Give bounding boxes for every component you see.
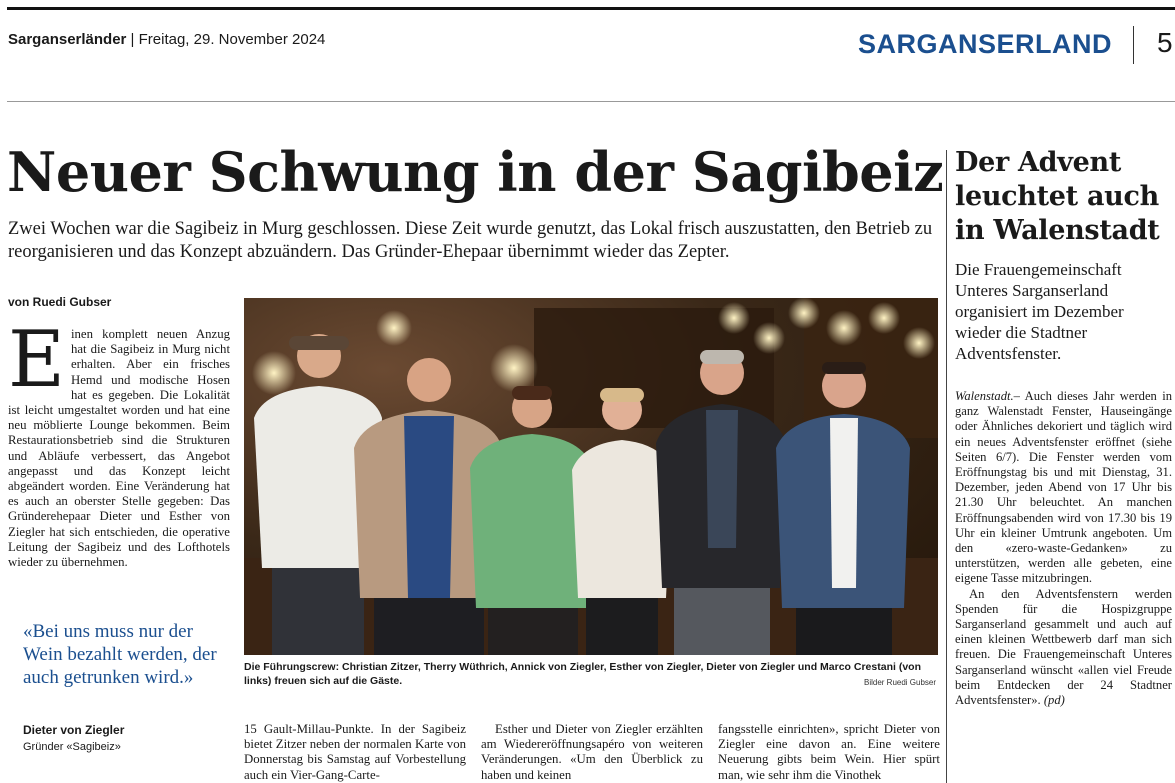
photo-illustration	[244, 298, 938, 655]
article-photo	[244, 298, 938, 655]
sidebar-signoff: (pd)	[1043, 693, 1065, 708]
column-1-text: inen komplett neuen Anzug hat die Sagibeiz in Murg nicht erhalten. Aber ein frisches Hemd und modische Hosen hat es gegeben. Die Lokalität ist leicht umgestaltet worden und hat eine neu möblierte Lounge bekommen. Beim Restaurationsbetrieb sind die Strukturen und Abläufe verbessert, das Angebot angepasst und das Konzept leicht abgeändert worden. Eine Veränderung hat es auch an oberster Stelle gegeben: Das Gründerehepaar Dieter und Esther von Ziegler hat sich entschieden, die operative Leitung der Sagibeiz und des Lofthotels wieder zu übernehmen.	[8, 327, 230, 570]
sidebar-lead: Die Frauengemeinschaft Unteres Sarganserland organisiert im Dezember wieder die Stadtner Adventsfenster.	[955, 260, 1124, 363]
sidebar-paragraph-1-text: – Auch dieses Jahr werden in ganz Walenstadt Fenster, Hauseingänge oder Ähnliches dekoriert und täglich wird ein neues Adventsfenster eröffnet (siehe Seiten 6/7). Die Fenster werden vom Eröffnungstag bis und mit Dienstag, 31. Dezember, jeden Abend von 17 Uhr bis 21.30 Uhr beleuchtet. An manchen Eröffnungsabenden wird von 17.30 bis 19 Uhr ein kleiner Umtrunk angeboten. Um den «zero-waste-Gedanken» zu unterstützen, werden alle gebeten, eine eigene Tasse mitzubringen.	[955, 389, 1172, 586]
byline: von Ruedi Gubser	[8, 295, 112, 309]
top-rule	[7, 7, 1175, 10]
masthead	[8, 31, 325, 48]
paper-name: Sarganserländer	[8, 31, 127, 48]
article-column-1	[8, 315, 230, 570]
pull-quote: «Bei uns muss nur der Wein bezahlt werden, der auch getrunken wird.»	[23, 621, 217, 688]
photo-credit: Bilder Ruedi Gubser	[864, 678, 937, 687]
section-title: SARGANSERLAND	[858, 29, 1113, 59]
article-column-2: 15 Gault-Millau-Punkte. In der Sagibeiz bietet Zitzer neben der normalen Karte von Donnerstag bis Samstag auf Vorbestellung auch ein Vier-Gang-Carte-	[244, 722, 466, 782]
quote-author: Dieter von Ziegler	[23, 723, 125, 737]
header-rule	[7, 101, 1175, 102]
sidebar-paragraph-2	[955, 587, 1172, 709]
sidebar-headline: Der Advent leuchtet auch in Walenstadt	[955, 147, 1160, 246]
page-number: 5	[1157, 27, 1173, 58]
article-lead: Zwei Wochen war die Sagibeiz in Murg geschlossen. Diese Zeit wurde genutzt, das Lokal frisch auszustatten, den Betrieb zu reorganisieren und das Konzept abzuändern. Das Gründer-Ehepaar übernimmt wieder das Zepter.	[8, 219, 933, 262]
photo-caption: Die Führungscrew: Christian Zitzer, Therry Wüthrich, Annick von Ziegler, Esther von Ziegler, Dieter von Ziegler und Marco Crestani (von links) freuen sich auf die Gäste.	[244, 661, 921, 687]
drop-cap: E	[8, 315, 65, 405]
sidebar-rule	[946, 150, 947, 783]
sidebar-paragraph-1	[955, 389, 1172, 587]
header-separator: |	[126, 31, 139, 48]
issue-date: Freitag, 29. November 2024	[138, 31, 326, 48]
header-divider	[1133, 26, 1134, 64]
sidebar-body	[955, 389, 1172, 708]
sidebar-dateline: Walenstadt.	[955, 389, 1014, 403]
article-column-3: Esther und Dieter von Ziegler erzählten am Wiedereröffnungsapéro von weiteren Veränderungen. «Um den Überblick zu haben und keinen	[481, 722, 703, 782]
sidebar-paragraph-2-text: An den Adventsfenstern werden Spenden für die Hospizgruppe Sarganserland gesammelt und auch auf einen kleinen Wettbewerb darf man sich freuen. Die Frauengemeinschaft Unteres Sarganserland wünscht «allen viel Freude beim Entdecken der 24 Stadtner Adventsfenster».	[955, 586, 1172, 708]
article-column-4: fangsstelle einrichten», spricht Dieter von Ziegler eine davon an. Eine weitere Neuerung gibts beim Wein. Hier spürt man, wie sehr ihm die Vinothek	[718, 722, 940, 782]
quote-author-role: Gründer «Sagibeiz»	[23, 741, 121, 753]
article-headline: Neuer Schwung in der Sagibeiz	[7, 140, 944, 204]
